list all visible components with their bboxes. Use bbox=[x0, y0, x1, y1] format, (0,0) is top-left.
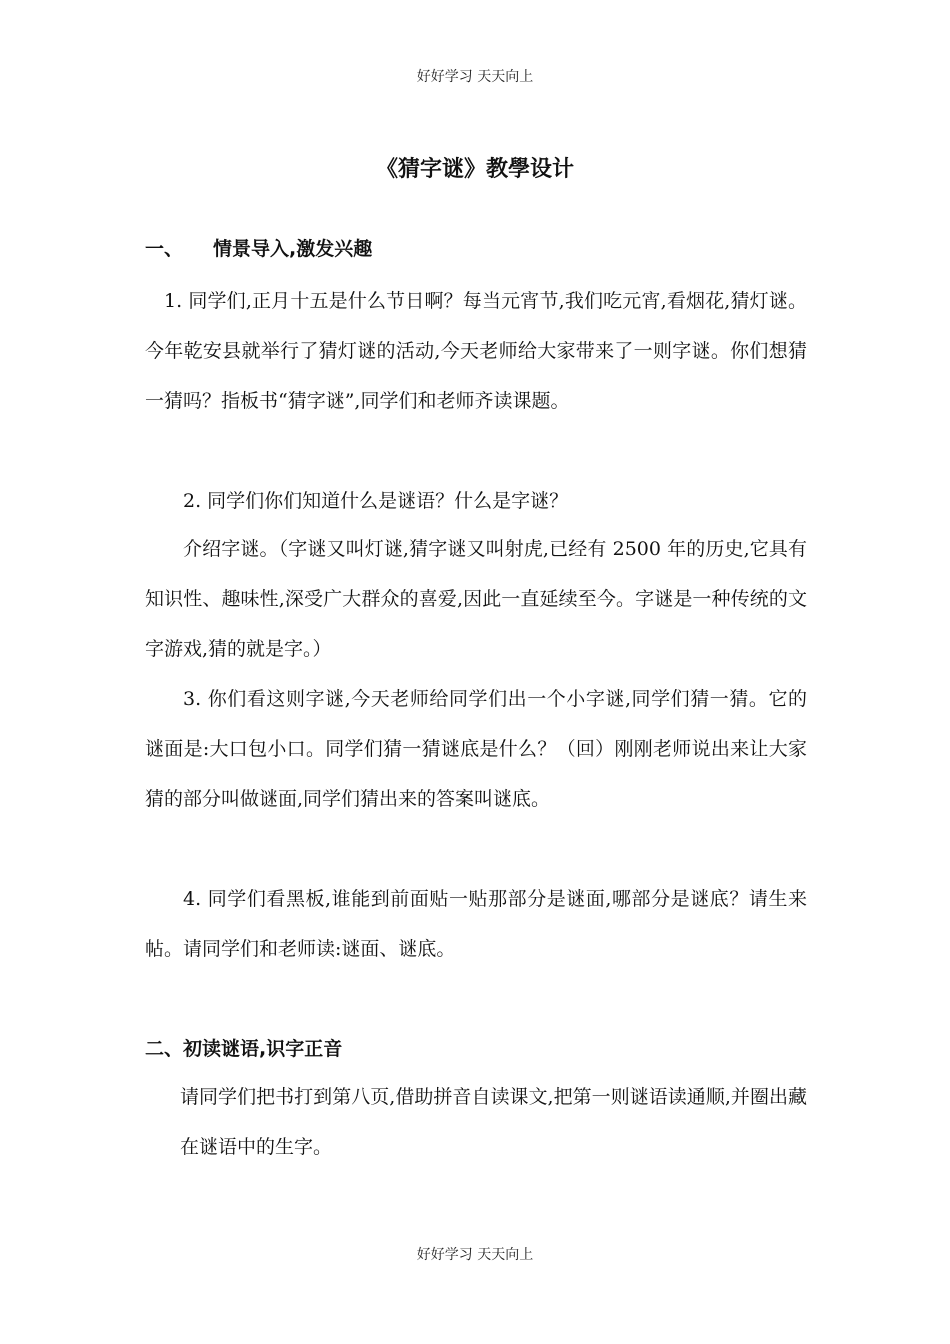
section-1-heading bbox=[145, 234, 372, 261]
paragraph-4: 3. 你们看这则字谜,今天老师给同学们出一个小字谜,同学们猜一猜。它的谜面是:大口包小口。同学们猜一猜谜底是什么？（回）刚刚老师说出来让大家猜的部分叫做谜面,同学们猜出来的答案叫谜底。 bbox=[145, 688, 807, 810]
section-1-title: 情景导入,激发兴趣 bbox=[213, 238, 373, 260]
section-2-heading: 二、初读谜语,识字正音 bbox=[145, 1038, 343, 1060]
page-header: 好好学习 天天向上 bbox=[416, 69, 534, 85]
paragraph-5: 4. 同学们看黑板,谁能到前面贴一贴那部分是谜面,哪部分是谜底？请生来帖。请同学们和老师读:谜面、谜底。 bbox=[145, 888, 807, 960]
paragraph-1: 1. 同学们,正月十五是什么节日啊？每当元宵节,我们吃元宵,看烟花,猜灯谜。今年乾安县就举行了猜灯谜的活动,今天老师给大家带来了一则字谜。你们想猜一猜吗？指板书“猜字谜”,同学们和老师齐读课题。 bbox=[145, 290, 807, 412]
page-footer: 好好学习 天天向上 bbox=[416, 1247, 534, 1263]
paragraph-6: 请同学们把书打到第八页,借助拼音自读课文,把第一则谜语读通顺,并圈出藏在谜语中的生字。 bbox=[180, 1086, 807, 1158]
section-1-number: 一、 bbox=[145, 238, 184, 260]
paragraph-2: 2. 同学们你们知道什么是谜语？什么是字谜？ bbox=[183, 490, 569, 512]
document-title: 《猜字谜》教學设计 bbox=[375, 157, 574, 182]
paragraph-3: 介绍字谜。（字谜又叫灯谜,猜字谜又叫射虎,已经有 2500 年的历史,它具有知识性、趣味性,深受广大群众的喜爱,因此一直延续至今。字谜是一种传统的文字游戏,猜的就是字。） bbox=[145, 538, 807, 660]
